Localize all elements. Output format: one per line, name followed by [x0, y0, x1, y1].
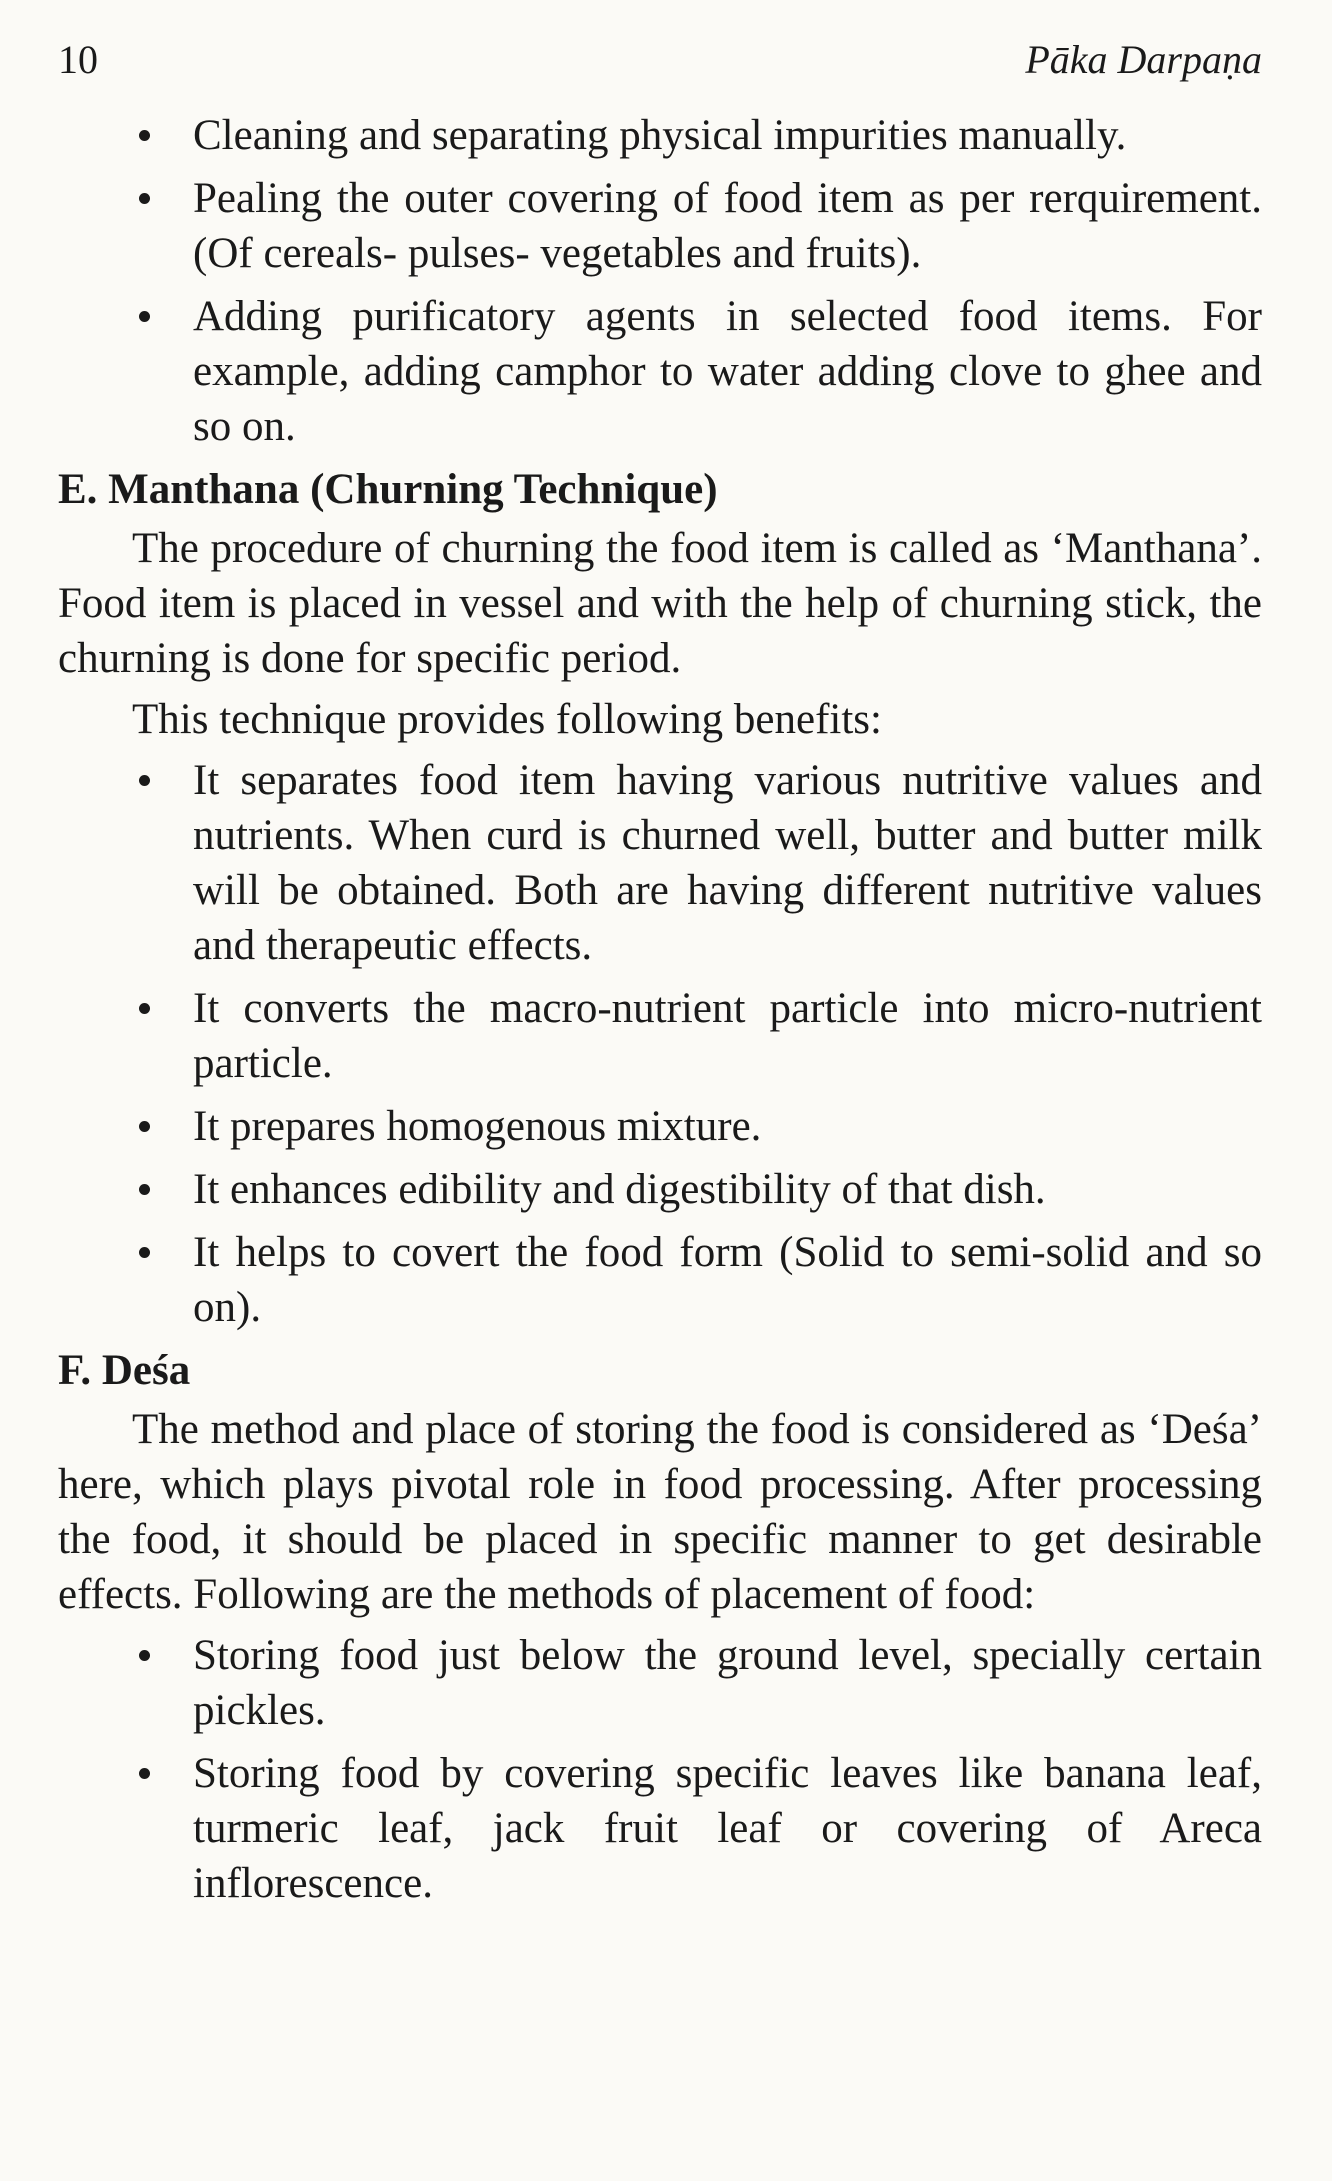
page-header [58, 36, 1262, 96]
list-item: It converts the macro-nutrient particle into micro-nutrient particle. [193, 981, 1262, 1091]
list-item: It helps to covert the food form (Solid to semi-solid and so on). [193, 1225, 1262, 1335]
list-item: It enhances edibility and digestibility of that dish. [193, 1162, 1262, 1217]
page-content [58, 108, 1262, 1911]
list-item: Storing food by covering specific leaves like banana leaf, turmeric leaf, jack fruit leaf or covering of Areca inflorescence. [193, 1746, 1262, 1911]
list-item: Storing food just below the ground level, specially certain pickles. [193, 1628, 1262, 1738]
page-number: 10 [58, 37, 98, 82]
manthana-paragraph: The procedure of churning the food item is called as ‘Manthana’. Food item is placed in vessel and with the help of churning stick, the churning is done for specific period. [58, 525, 1262, 682]
running-title: Pāka Darpaṇa [1025, 37, 1262, 82]
desa-storage-list [58, 1628, 1262, 1911]
section-heading-manthana: E. Manthana (Churning Technique) [58, 466, 718, 513]
desa-paragraph: The method and place of storing the food is considered as ‘Deśa’ here, which plays pivotal role in food processing. After processing the food, it should be placed in specific manner to get desirable effects. Following are the methods of placement of food: [58, 1406, 1262, 1618]
list-item: Cleaning and separating physical impurities manually. [193, 108, 1262, 163]
list-item: It prepares homogenous mixture. [193, 1099, 1262, 1154]
section-heading-desa: F. Deśa [58, 1347, 191, 1394]
list-item: Adding purificatory agents in selected food items. For example, adding camphor to water adding clove to ghee and so on. [193, 289, 1262, 454]
list-item: It separates food item having various nutritive values and nutrients. When curd is churned well, butter and butter milk will be obtained. Both are having different nutritive values and therapeutic effects. [193, 753, 1262, 973]
list-item: Pealing the outer covering of food item as per rerquirement. (Of cereals- pulses- vegetables and fruits). [193, 171, 1262, 281]
manthana-benefits-list [58, 753, 1262, 1335]
top-bullet-list [58, 108, 1262, 454]
manthana-benefits-intro: This technique provides following benefits: [132, 696, 882, 743]
